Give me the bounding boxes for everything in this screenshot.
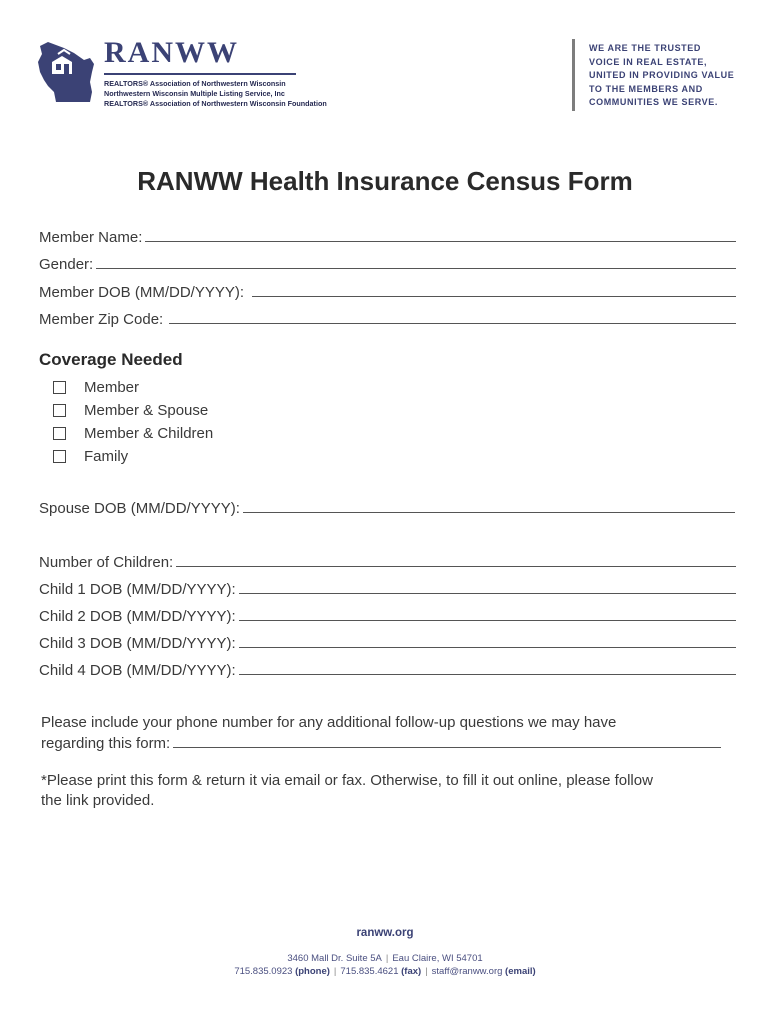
child-2-dob-field[interactable]	[39, 605, 736, 625]
note-line2: the link provided.	[41, 792, 155, 809]
checkbox[interactable]	[53, 404, 66, 417]
coverage-option-family[interactable]	[53, 446, 128, 466]
phone-number: 715.835.0923	[234, 966, 293, 977]
website-link[interactable]: ranww.org	[356, 927, 414, 939]
coverage-option-label: Family	[84, 447, 129, 465]
member-dob-field[interactable]	[39, 281, 736, 301]
coverage-option-label: Member	[84, 378, 140, 396]
checkbox[interactable]	[53, 450, 66, 463]
spouse-dob-input[interactable]	[243, 497, 735, 513]
tagline-divider	[572, 39, 575, 111]
field-label: Gender:	[39, 256, 94, 273]
tagline-line: UNITED IN PROVIDING VALUE	[589, 70, 735, 80]
checkbox[interactable]	[53, 427, 66, 440]
child-4-dob-input[interactable]	[239, 659, 736, 675]
member-name-field[interactable]	[39, 226, 736, 246]
field-label: Spouse DOB (MM/DD/YYYY):	[39, 500, 240, 517]
form-title: RANWW Health Insurance Census Form	[137, 166, 633, 196]
number-of-children-field[interactable]	[39, 551, 736, 571]
gender-input[interactable]	[96, 253, 736, 269]
member-name-input[interactable]	[145, 226, 736, 242]
city-state-zip: Eau Claire, WI 54701	[392, 953, 483, 964]
submission-note	[41, 771, 741, 811]
member-zip-field[interactable]	[39, 308, 736, 328]
footer-contact	[0, 966, 770, 977]
child-4-dob-field[interactable]	[39, 659, 736, 679]
coverage-option-member-children[interactable]	[53, 423, 213, 443]
child-2-dob-input[interactable]	[239, 605, 736, 621]
field-label: Member Name:	[39, 229, 143, 246]
separator: |	[425, 966, 428, 977]
number-of-children-input[interactable]	[176, 551, 736, 567]
brand-line: Northwestern Wisconsin Multiple Listing Service, Inc	[104, 89, 285, 98]
phone-number-input[interactable]	[173, 733, 721, 748]
tagline-line: WE ARE THE TRUSTED	[589, 43, 701, 53]
child-3-dob-field[interactable]	[39, 632, 736, 652]
footer-address	[0, 953, 770, 964]
brand-name: RANWW	[104, 36, 239, 69]
field-label: Member Zip Code:	[39, 311, 164, 328]
child-1-dob-input[interactable]	[239, 578, 736, 594]
brand-line: REALTORS® Association of Northwestern Wisconsin	[104, 79, 286, 88]
brand-line: REALTORS® Association of Northwestern Wisconsin Foundation	[104, 99, 327, 108]
tagline-line: VOICE IN REAL ESTATE,	[589, 56, 708, 67]
phone-prompt-line1: Please include your phone number for any additional follow-up questions we may have	[41, 714, 617, 731]
child-1-dob-field[interactable]	[39, 578, 736, 598]
brand-divider	[104, 73, 296, 75]
tagline	[589, 42, 734, 110]
tagline-line: COMMUNITIES WE SERVE.	[589, 97, 718, 107]
coverage-option-label: Member & Spouse	[84, 401, 209, 419]
fax-tag: (fax)	[401, 966, 422, 977]
fax-number: 715.835.4621	[340, 966, 399, 977]
phone-prompt-line2: regarding this form:	[41, 735, 171, 752]
tagline-line: TO THE MEMBERS AND	[589, 83, 703, 94]
street-address: 3460 Mall Dr. Suite 5A	[287, 953, 382, 964]
coverage-heading: Coverage Needed	[39, 350, 183, 369]
phone-tag: (phone)	[295, 966, 330, 977]
coverage-option-label: Member & Children	[84, 424, 214, 442]
child-3-dob-input[interactable]	[239, 632, 736, 648]
field-label: Member DOB (MM/DD/YYYY):	[39, 284, 245, 301]
field-label: Child 2 DOB (MM/DD/YYYY):	[39, 608, 236, 625]
separator: |	[333, 966, 337, 977]
brand-block	[104, 38, 327, 109]
email-link[interactable]: staff@ranww.org	[431, 966, 503, 977]
separator: |	[385, 953, 389, 964]
wisconsin-map-logo-icon	[34, 36, 104, 106]
email-tag: (email)	[505, 966, 536, 977]
field-label: Child 1 DOB (MM/DD/YYYY):	[39, 581, 236, 598]
phone-prompt	[41, 713, 741, 754]
field-label: Child 3 DOB (MM/DD/YYYY):	[39, 635, 236, 652]
checkbox[interactable]	[53, 381, 66, 394]
coverage-option-member[interactable]	[53, 377, 139, 397]
member-zip-input[interactable]	[169, 308, 736, 324]
gender-field[interactable]	[39, 253, 736, 273]
spouse-dob-field[interactable]	[39, 497, 735, 517]
field-label: Child 4 DOB (MM/DD/YYYY):	[39, 662, 236, 679]
field-label: Number of Children:	[39, 554, 174, 571]
member-dob-input[interactable]	[252, 281, 736, 297]
note-line1: *Please print this form & return it via email or fax. Otherwise, to fill it out online, please follow	[41, 772, 653, 789]
coverage-option-member-spouse[interactable]	[53, 400, 208, 420]
